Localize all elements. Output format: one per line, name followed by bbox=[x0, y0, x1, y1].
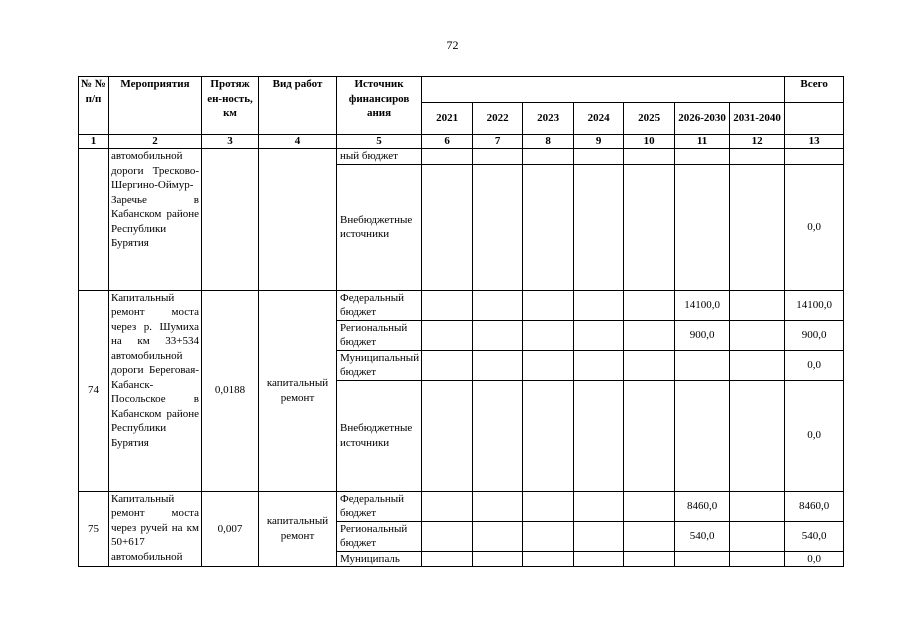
header-source: Источник финансиров ания bbox=[337, 77, 422, 135]
source-cell: Внебюджетные источники bbox=[337, 380, 422, 491]
column-number: 2 bbox=[109, 135, 202, 149]
column-number: 3 bbox=[202, 135, 259, 149]
total-cell: 0,0 bbox=[785, 164, 844, 290]
column-number: 4 bbox=[259, 135, 337, 149]
total-cell: 0,0 bbox=[785, 551, 844, 567]
value-cell: 540,0 bbox=[675, 521, 730, 551]
header-total: Всего bbox=[785, 77, 844, 103]
row-num-cell bbox=[79, 149, 109, 291]
column-number: 7 bbox=[473, 135, 523, 149]
column-number-row bbox=[79, 135, 844, 149]
work-type-cell: капитальный ремонт bbox=[259, 491, 337, 567]
header-length: Протяж ен-ность, км bbox=[202, 77, 259, 135]
table-row bbox=[79, 149, 844, 165]
work-type-cell bbox=[259, 149, 337, 291]
header-year-2025: 2025 bbox=[624, 103, 675, 135]
header-num: № № п/п bbox=[79, 77, 109, 135]
page-number: 72 bbox=[446, 38, 459, 52]
header-event: Мероприятия bbox=[109, 77, 202, 135]
financing-table bbox=[78, 76, 844, 567]
header-years-group bbox=[422, 77, 785, 103]
total-cell: 14100,0 bbox=[785, 290, 844, 320]
total-cell: 540,0 bbox=[785, 521, 844, 551]
total-cell: 0,0 bbox=[785, 350, 844, 380]
source-cell: Муниципаль bbox=[337, 551, 422, 567]
source-cell: Федеральный бюджет bbox=[337, 290, 422, 320]
source-cell: Внебюджетные источники bbox=[337, 164, 422, 290]
column-number: 10 bbox=[624, 135, 675, 149]
column-number: 5 bbox=[337, 135, 422, 149]
event-cell: Капитальный ремонт моста через р. Шумиха на км 33+534 автомобильной дороги Береговая-Кабанск-Посольское в Кабанском районе Республики Бурятия bbox=[109, 290, 202, 491]
row-num-cell: 74 bbox=[79, 290, 109, 491]
value-cell: 8460,0 bbox=[675, 491, 730, 521]
column-number: 13 bbox=[785, 135, 844, 149]
value-cell: 900,0 bbox=[675, 320, 730, 350]
column-number: 6 bbox=[422, 135, 473, 149]
length-cell: 0,0188 bbox=[202, 290, 259, 491]
column-number: 9 bbox=[574, 135, 624, 149]
header-year-2026-2030: 2026-2030 bbox=[675, 103, 730, 135]
source-cell: ный бюджет bbox=[337, 149, 422, 165]
total-cell: 8460,0 bbox=[785, 491, 844, 521]
length-cell bbox=[202, 149, 259, 291]
table-row bbox=[79, 491, 844, 521]
row-num-cell: 75 bbox=[79, 491, 109, 567]
source-cell: Региональный бюджет bbox=[337, 320, 422, 350]
header-year-2031-2040: 2031-2040 bbox=[730, 103, 785, 135]
work-type-cell: капитальный ремонт bbox=[259, 290, 337, 491]
event-cell: Капитальный ремонт моста через ручей на км 50+617 автомобильной bbox=[109, 491, 202, 567]
column-number: 8 bbox=[523, 135, 574, 149]
total-cell: 0,0 bbox=[785, 380, 844, 491]
source-cell: Региональный бюджет bbox=[337, 521, 422, 551]
header-total-sub bbox=[785, 103, 844, 135]
event-cell: автомобильной дороги Тресково-Шергино-Оймур-Заречье в Кабанском районе Республики Бурятия bbox=[109, 149, 202, 291]
table-row bbox=[79, 290, 844, 320]
header-year-2023: 2023 bbox=[523, 103, 574, 135]
value-cell: 14100,0 bbox=[675, 290, 730, 320]
source-cell: Федеральный бюджет bbox=[337, 491, 422, 521]
length-cell: 0,007 bbox=[202, 491, 259, 567]
source-cell: Муниципальный бюджет bbox=[337, 350, 422, 380]
header-year-2021: 2021 bbox=[422, 103, 473, 135]
header-year-2022: 2022 bbox=[473, 103, 523, 135]
header-year-2024: 2024 bbox=[574, 103, 624, 135]
total-cell: 900,0 bbox=[785, 320, 844, 350]
column-number: 12 bbox=[730, 135, 785, 149]
column-number: 1 bbox=[79, 135, 109, 149]
header-work-type: Вид работ bbox=[259, 77, 337, 135]
column-number: 11 bbox=[675, 135, 730, 149]
